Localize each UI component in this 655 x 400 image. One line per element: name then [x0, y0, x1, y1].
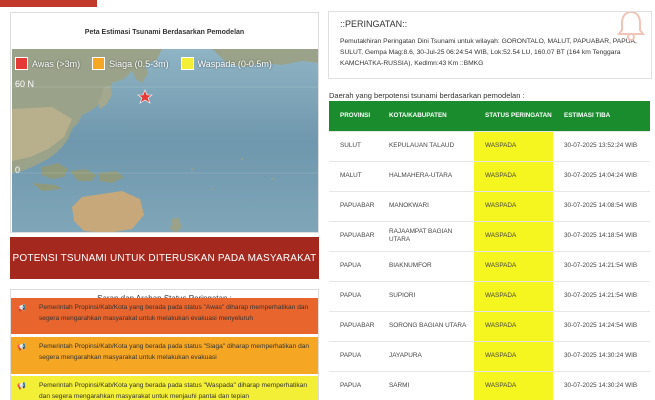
peringatan-heading: ::PERINGATAN:: — [340, 19, 408, 29]
tsunami-map-panel — [10, 12, 319, 233]
saran-text-awas: Pemerintah Propinsi/Kab/Kota yang berada pada status "Awas" diharap memperhatikan dan segera mengarahkan masyarakat untuk melakukan evakuasi menyeluruh — [39, 304, 309, 322]
table-row — [329, 281, 650, 311]
legend-swatch-awas — [15, 57, 28, 70]
saran-text-siaga: Pemerintah Propinsi/Kab/Kota yang berada pada status "Siaga" diharap memperhatikan dan segera mengarahkan masyarakat untuk melakukan evakuasi — [39, 343, 310, 361]
daerah-table — [329, 101, 650, 400]
map-legend — [15, 57, 284, 70]
legend-label-awas: Awas (>3m) — [32, 58, 81, 69]
table-row — [329, 311, 650, 341]
saran-item-siaga — [11, 337, 318, 374]
cell-kota: SARMI — [378, 371, 474, 400]
daerah-title: Daerah yang berpotensi tsunami berdasarkan pemodelan : — [329, 91, 525, 100]
saran-item-waspada — [11, 376, 318, 400]
peringatan-panel — [328, 11, 652, 79]
cell-provinsi: PAPUA — [329, 251, 378, 281]
cell-kota: MANOKWARI — [378, 191, 474, 221]
cell-estimasi: 30-07-2025 14:04:24 WIB — [553, 161, 650, 191]
saran-panel — [10, 289, 319, 400]
cell-kota: RAJAAMPAT BAGIAN UTARA — [378, 221, 474, 251]
legend-label-siaga: Siaga (0.5-3m) — [109, 58, 169, 69]
cell-kota: HALMAHERA-UTARA — [378, 161, 474, 191]
cell-kota: JAYAPURA — [378, 341, 474, 371]
megaphone-icon: 📢 — [17, 383, 26, 390]
cell-status: WASPADA — [474, 191, 553, 221]
bell-icon — [616, 11, 646, 42]
cell-kota: BIAKNUMFOR — [378, 251, 474, 281]
cell-estimasi: 30-07-2025 14:30:24 WIB — [553, 371, 650, 400]
cell-kota: SORONG BAGIAN UTARA — [378, 311, 474, 341]
lat-label-60n: 60 N — [15, 79, 35, 89]
cell-status: WASPADA — [474, 251, 553, 281]
tsunami-map[interactable] — [12, 49, 319, 233]
cell-estimasi: 30-07-2025 14:08:54 WIB — [553, 191, 650, 221]
table-header-row — [329, 101, 650, 131]
cell-status: WASPADA — [474, 131, 553, 161]
legend-swatch-siaga — [92, 57, 105, 70]
table-row — [329, 161, 650, 191]
cell-status: WASPADA — [474, 341, 553, 371]
daerah-table-wrapper[interactable] — [329, 101, 650, 400]
legend-item-siaga — [92, 57, 169, 70]
legend-item-waspada — [181, 57, 272, 70]
cell-provinsi: SULUT — [329, 131, 378, 161]
cell-estimasi: 30-07-2025 13:52:24 WIB — [553, 131, 650, 161]
table-row — [329, 131, 650, 161]
cell-estimasi: 30-07-2025 14:30:24 WIB — [553, 341, 650, 371]
header-status: STATUS PERINGATAN — [474, 101, 553, 131]
header-estimasi: ESTIMASI TIBA — [553, 101, 650, 131]
cell-provinsi: MALUT — [329, 161, 378, 191]
header-kota: KOTA/KABUPATEN — [378, 101, 474, 131]
table-row — [329, 221, 650, 251]
megaphone-icon: 📢 — [17, 305, 26, 312]
cell-provinsi: PAPUA — [329, 281, 378, 311]
cell-status: WASPADA — [474, 371, 553, 400]
legend-item-awas — [15, 57, 80, 70]
legend-label-waspada: Waspada (0-0.5m) — [197, 58, 272, 69]
cell-provinsi: PAPUABAR — [329, 311, 378, 341]
cell-kota: KEPULAUAN TALAUD — [378, 131, 474, 161]
lat-label-0: 0 — [15, 165, 21, 175]
saran-item-awas — [11, 298, 318, 334]
megaphone-icon: 📢 — [17, 344, 26, 351]
cell-estimasi: 30-07-2025 14:24:54 WIB — [553, 311, 650, 341]
cell-kota: SUPIORI — [378, 281, 474, 311]
table-body — [329, 131, 650, 400]
cell-status: WASPADA — [474, 311, 553, 341]
cell-provinsi: PAPUA — [329, 341, 378, 371]
cell-estimasi: 30-07-2025 14:21:54 WIB — [553, 251, 650, 281]
cell-estimasi: 30-07-2025 14:18:54 WIB — [553, 221, 650, 251]
peringatan-body: Pemutakhiran Peringatan Dini Tsunami untuk wilayah: GORONTALO, MALUT, PAPUABAR, PAPUA, SULUT, Gempa Mag:8.6, 30-Jul-25 06:24:54 WIB, Lok:52.54 LU, 160.07 BT (164 km Tenggara KAMCHATKA-RUSSIA), Kedlmn:43 Km ::BMKG — [340, 38, 637, 67]
legend-swatch-waspada — [181, 57, 194, 70]
potensi-tsunami-banner: POTENSI TSUNAMI UNTUK DITERUSKAN PADA MASYARAKAT — [10, 237, 319, 279]
header-provinsi: PROVINSI — [329, 101, 378, 131]
map-title: Peta Estimasi Tsunami Berdasarkan Pemodelan — [84, 29, 245, 36]
map-image — [12, 49, 319, 233]
saran-text-waspada: Pemerintah Propinsi/Kab/Kota yang berada pada status "Waspada" diharap memperhatikan dan segera mengarahkan masyarakat untuk menjauhi pantai dan tepian — [39, 382, 307, 400]
table-row — [329, 371, 650, 400]
cell-status: WASPADA — [474, 281, 553, 311]
cell-status: WASPADA — [474, 221, 553, 251]
cell-provinsi: PAPUABAR — [329, 191, 378, 221]
cell-estimasi: 30-07-2025 14:21:54 WIB — [553, 281, 650, 311]
table-row — [329, 251, 650, 281]
cell-status: WASPADA — [474, 161, 553, 191]
cell-provinsi: PAPUA — [329, 371, 378, 400]
table-row — [329, 191, 650, 221]
table-row — [329, 341, 650, 371]
top-accent-bar — [0, 0, 97, 7]
cell-provinsi: PAPUABAR — [329, 221, 378, 251]
